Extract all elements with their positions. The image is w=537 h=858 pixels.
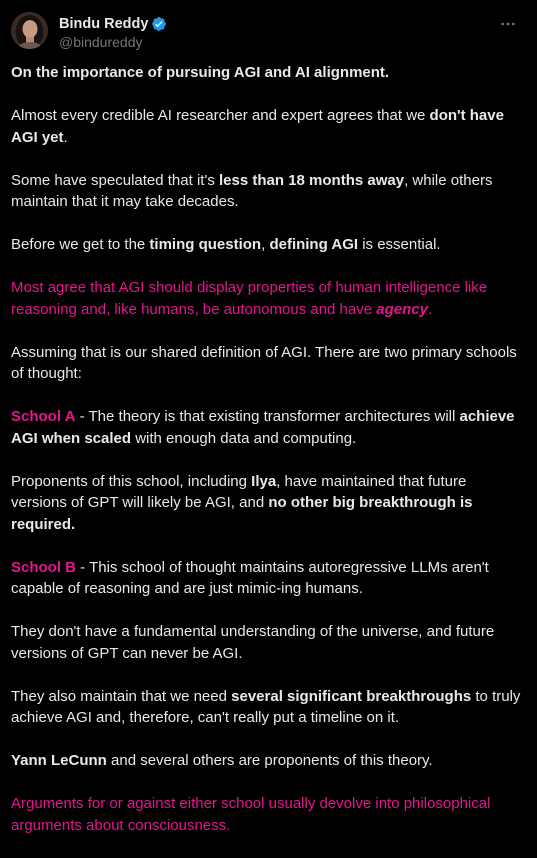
- bold-text: Yann LeCunn: [11, 752, 107, 769]
- bold-text: timing question: [149, 236, 262, 253]
- paragraph-5: [11, 277, 521, 320]
- text-span: Arguments for or against either school usually devolve into philosophical arguments about consciousness.: [11, 795, 491, 834]
- paragraph-7: [11, 406, 521, 449]
- text-span: Proponents of this school, including: [11, 472, 252, 490]
- paragraph-9: [11, 557, 521, 600]
- bold-text: no other big breakthrough is required.: [11, 494, 473, 533]
- bold-text: Ilya: [251, 472, 277, 490]
- paragraph-8: [11, 471, 521, 536]
- text-span: They don't have a fundamental understanding of the universe, and future versions of GPT can never be AGI.: [11, 623, 495, 662]
- agency-link[interactable]: agency: [376, 300, 428, 318]
- bold-text: several significant breakthroughs: [231, 687, 472, 705]
- text-span: - This school of thought maintains autoregressive LLMs aren't capable of reasoning and are just mimic-ing humans.: [11, 558, 489, 597]
- paragraph-1: [11, 62, 521, 84]
- paragraph-10: [11, 621, 521, 664]
- paragraph-11: [11, 686, 521, 729]
- paragraph-12: [11, 750, 521, 772]
- tweet-header: [11, 12, 526, 52]
- paragraph-4: [11, 234, 521, 256]
- paragraph-3: [11, 170, 521, 213]
- text-span: Most agree that AGI should display properties of human intelligence like reasoning and, like humans, be autonomous and have: [11, 279, 488, 318]
- bold-text: don't have AGI yet: [11, 107, 504, 146]
- text-span: .: [427, 300, 433, 318]
- avatar[interactable]: [11, 12, 48, 49]
- text-span: Assuming that is our shared definition of AGI. There are two primary schools of thought:: [11, 343, 517, 382]
- text-span: , have maintained that future versions of GPT will likely be AGI, and: [11, 472, 467, 511]
- text-span: Some have speculated that it's: [11, 171, 219, 189]
- tweet-text: [11, 62, 521, 858]
- text-span: is essential.: [358, 236, 441, 253]
- paragraph-2: [11, 105, 521, 148]
- text-span: They also maintain that we need: [11, 687, 232, 705]
- text-span: and several others are proponents of this theory.: [106, 752, 433, 769]
- handle[interactable]: @bindureddy: [59, 34, 143, 50]
- text-span: , while others maintain that it may take decades.: [11, 171, 493, 210]
- display-name-row: [59, 14, 167, 33]
- profile-photo-icon: [11, 12, 48, 49]
- paragraph-6: [11, 342, 521, 385]
- bold-text: achieve AGI when scaled: [11, 408, 515, 447]
- school-b-label: School B: [11, 558, 77, 576]
- bold-text: less than 18 months away: [219, 171, 405, 189]
- text-span: Before we get to the: [11, 236, 150, 253]
- author-names: [59, 14, 167, 50]
- more-horizontal-icon[interactable]: [498, 14, 518, 34]
- text-span: to truly achieve AGI and, therefore, can't really put a timeline on it.: [11, 687, 521, 726]
- verified-badge-icon: [151, 16, 167, 32]
- headline-text: On the importance of pursuing AGI and AI alignment.: [11, 64, 390, 81]
- text-span: Almost every credible AI researcher and expert agrees that we: [11, 107, 430, 124]
- school-a-label: School A: [11, 408, 76, 425]
- display-name[interactable]: Bindu Reddy: [59, 15, 149, 32]
- text-span: ,: [261, 236, 270, 253]
- bold-text: defining AGI: [269, 236, 359, 253]
- text-span: with enough data and computing.: [131, 429, 357, 447]
- text-span: .: [63, 128, 68, 146]
- paragraph-13: [11, 793, 521, 836]
- text-span: - The theory is that existing transformer architectures will: [75, 408, 460, 425]
